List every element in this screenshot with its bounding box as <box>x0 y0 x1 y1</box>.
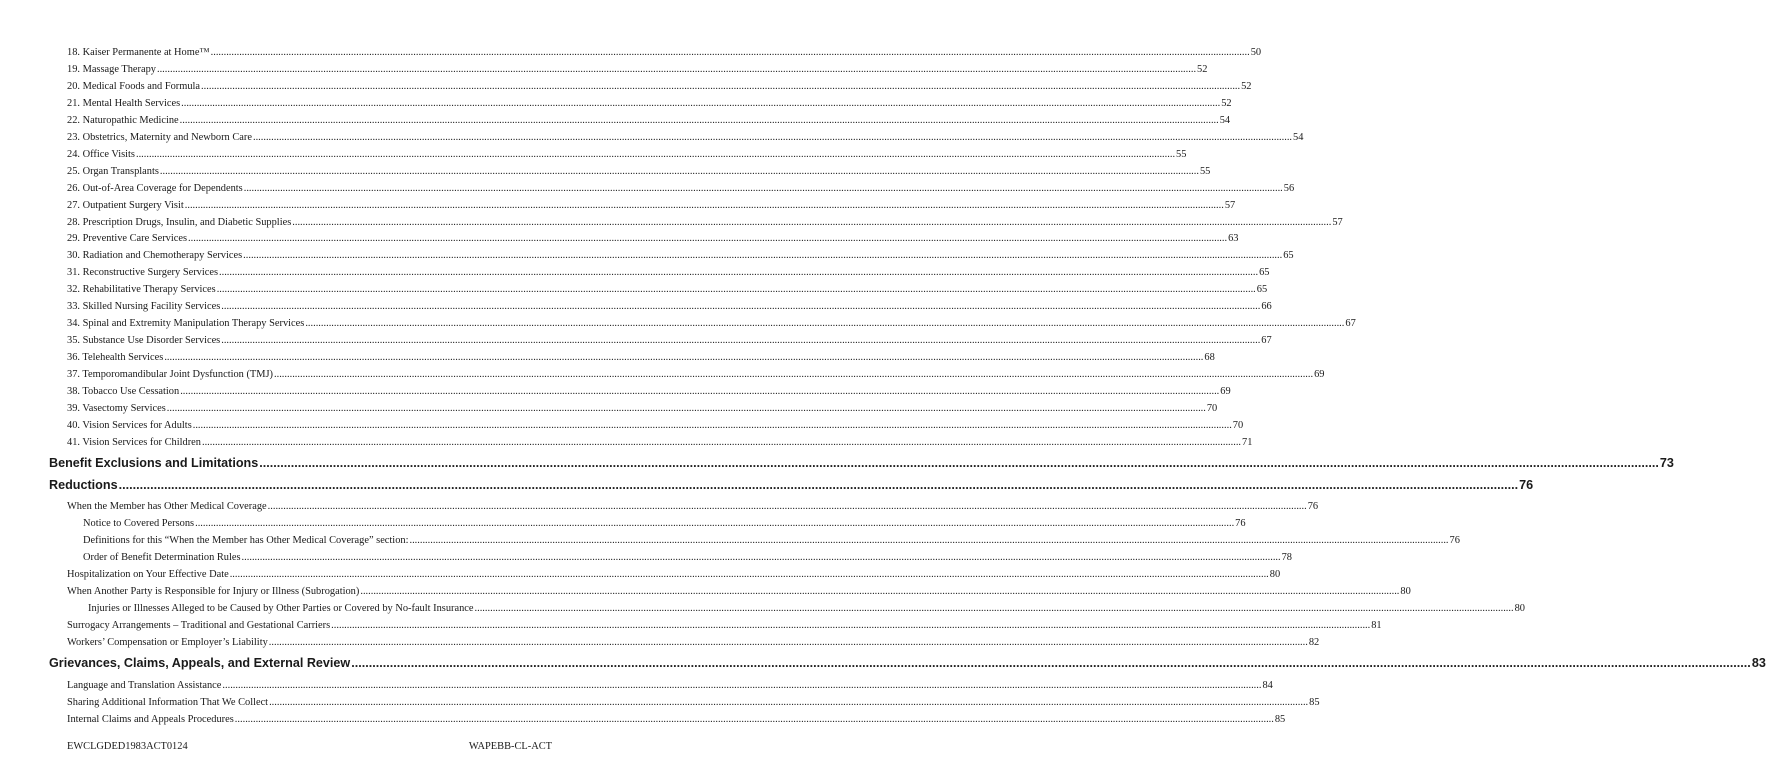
toc-entry-label: 24. Office Visits <box>67 148 135 160</box>
dot-leader: ................................................................................................................................................................................................................................................................................................................................................................................................................ <box>243 182 1283 194</box>
toc-entry-label: 21. Mental Health Services <box>67 97 181 109</box>
dot-leader: ................................................................................................................................................................................................................................................................................................................................................................................................................ <box>221 335 1261 347</box>
toc-entry[interactable] <box>67 216 1343 230</box>
toc-entry-label: 31. Reconstructive Surgery Services <box>67 267 219 279</box>
toc-entry-label: 27. Outpatient Surgery Visit <box>67 199 184 211</box>
toc-page-number: 81 <box>1371 620 1382 631</box>
toc-page-number: 80 <box>1269 569 1281 581</box>
toc-entry[interactable] <box>67 80 1252 94</box>
toc-page-number: 54 <box>1219 114 1231 126</box>
toc-page-number: 50 <box>1250 47 1262 58</box>
toc-page-number: 70 <box>1232 419 1244 431</box>
toc-entry[interactable] <box>67 636 1320 650</box>
toc-heading[interactable] <box>49 455 1674 471</box>
toc-entry-label: Injuries or Illnesses Alleged to be Caused by Other Parties or Covered by No-fault Insurance <box>88 603 474 615</box>
dot-leader: ................................................................................................................................................................................................................................................................................................................................................................................................................ <box>195 518 1235 530</box>
toc-entry-label: 23. Obstetrics, Maternity and Newborn Care <box>67 131 252 143</box>
dot-leader: ................................................................................................................................................................................................................................................................................................................................................................................................................ <box>179 114 1219 126</box>
toc-entry-label: 29. Preventive Care Services <box>67 233 188 245</box>
toc-entry[interactable] <box>67 385 1231 399</box>
toc-entry[interactable] <box>67 63 1208 77</box>
dot-leader: ................................................................................................................................................................................................................................................................................................................................................................................................................ <box>188 233 1228 245</box>
dot-leader: ................................................................................................................................................................................................................................................................................................................................................................................................................ <box>234 713 1274 725</box>
toc-page-number: 67 <box>1345 318 1356 330</box>
toc-entry[interactable] <box>67 402 1218 416</box>
toc-entry[interactable] <box>67 266 1270 280</box>
toc-entry[interactable] <box>67 696 1320 710</box>
dot-leader: ................................................................................................................................................................................................................................................................................................................................................................................................................ <box>351 656 1751 671</box>
toc-entry-label: 25. Organ Transplants <box>67 165 159 177</box>
dot-leader: ................................................................................................................................................................................................................................................................................................................................................................................................................ <box>292 216 1332 228</box>
footer-document-code: EWCLGDED1983ACT0124 <box>67 741 188 752</box>
toc-entry-label: 28. Prescription Drugs, Insulin, and Diabetic Supplies <box>67 216 292 228</box>
toc-entry-label: 32. Rehabilitative Therapy Services <box>67 284 216 296</box>
toc-page-number: 69 <box>1314 369 1325 381</box>
toc-subentry[interactable] <box>83 517 1246 531</box>
toc-entry-label: Notice to Covered Persons <box>83 518 195 530</box>
footer-form-code: WAPEBB-CL-ACT <box>468 741 552 752</box>
toc-page-number: 63 <box>1228 233 1239 245</box>
toc-subentry[interactable] <box>88 602 1525 616</box>
toc-heading[interactable] <box>49 477 1534 493</box>
toc-page-number: 52 <box>1197 63 1208 75</box>
toc-entry-label: Order of Benefit Determination Rules <box>83 552 241 564</box>
toc-entry-label: Hospitalization on Your Effective Date <box>67 569 229 581</box>
toc-entry[interactable] <box>67 165 1211 179</box>
toc-entry[interactable] <box>67 713 1286 727</box>
toc-page-number: 76 <box>1449 535 1460 547</box>
toc-entry-label: 19. Massage Therapy <box>67 63 156 75</box>
toc-entry[interactable] <box>67 334 1272 348</box>
toc-entry[interactable] <box>67 232 1239 246</box>
toc-page-number: 85 <box>1309 696 1320 708</box>
toc-entry[interactable] <box>67 419 1244 433</box>
dot-leader: ................................................................................................................................................................................................................................................................................................................................................................................................................ <box>210 47 1250 58</box>
toc-entry[interactable] <box>67 368 1325 382</box>
toc-entry[interactable] <box>67 585 1411 599</box>
toc-entry[interactable] <box>67 568 1281 582</box>
toc-page-number: 69 <box>1220 386 1231 397</box>
toc-page-number: 83 <box>1751 656 1766 671</box>
toc-entry-label: 34. Spinal and Extremity Manipulation Therapy Services <box>67 318 305 330</box>
toc-entry[interactable] <box>67 283 1268 297</box>
dot-leader: ................................................................................................................................................................................................................................................................................................................................................................................................................ <box>135 148 1176 160</box>
toc-page-number: 70 <box>1206 402 1218 414</box>
toc-subentry[interactable] <box>83 551 1292 565</box>
toc-entry-label: 20. Medical Foods and Formula <box>67 80 201 92</box>
toc-entry-label: 30. Radiation and Chemotherapy Services <box>67 250 243 262</box>
dot-leader: ................................................................................................................................................................................................................................................................................................................................................................................................................ <box>409 535 1449 547</box>
toc-entry-label: 35. Substance Use Disorder Services <box>67 335 221 347</box>
dot-leader: ................................................................................................................................................................................................................................................................................................................................................................................................................ <box>219 267 1259 279</box>
toc-entry-label: Reductions <box>49 477 118 492</box>
dot-leader: ................................................................................................................................................................................................................................................................................................................................................................................................................ <box>118 477 1519 492</box>
toc-entry-label: 39. Vasectomy Services <box>67 402 166 414</box>
toc-page-number: 80 <box>1400 586 1411 598</box>
toc-entry-label: 26. Out-of-Area Coverage for Dependents <box>67 182 243 194</box>
toc-entry-label: Workers’ Compensation or Employer’s Liability <box>67 636 268 648</box>
toc-page-number: 65 <box>1256 284 1268 296</box>
toc-page-number: 68 <box>1204 352 1215 364</box>
toc-page-number: 55 <box>1176 148 1187 160</box>
toc-entry-label: 38. Tobacco Use Cessation <box>67 386 180 397</box>
toc-entry[interactable] <box>67 317 1356 331</box>
toc-page-number: 65 <box>1283 250 1294 262</box>
toc-entry[interactable] <box>67 131 1304 145</box>
dot-leader: ................................................................................................................................................................................................................................................................................................................................................................................................................ <box>184 199 1224 211</box>
toc-page-number: 66 <box>1261 301 1272 313</box>
toc-entry[interactable] <box>67 114 1231 128</box>
toc-entry-label: Surrogacy Arrangements – Traditional and Gestational Carriers <box>67 620 331 631</box>
toc-entry[interactable] <box>67 500 1319 514</box>
dot-leader: ................................................................................................................................................................................................................................................................................................................................................................................................................ <box>156 63 1197 75</box>
toc-entry[interactable] <box>67 679 1273 693</box>
dot-leader: ................................................................................................................................................................................................................................................................................................................................................................................................................ <box>267 501 1307 513</box>
toc-entry-label: 37. Temporomandibular Joint Dysfunction (TMJ) <box>67 369 274 381</box>
toc-entry-label: When the Member has Other Medical Coverage <box>67 501 267 513</box>
toc-page-number: 76 <box>1519 477 1534 492</box>
dot-leader: ................................................................................................................................................................................................................................................................................................................................................................................................................ <box>259 456 1659 471</box>
dot-leader: ................................................................................................................................................................................................................................................................................................................................................................................................................ <box>241 552 1281 564</box>
toc-page-number: 54 <box>1293 131 1304 143</box>
dot-leader: ................................................................................................................................................................................................................................................................................................................................................................................................................ <box>268 636 1308 648</box>
toc-entry-label: Sharing Additional Information That We Collect <box>67 696 269 708</box>
dot-leader: ................................................................................................................................................................................................................................................................................................................................................................................................................ <box>164 352 1204 364</box>
dot-leader: ................................................................................................................................................................................................................................................................................................................................................................................................................ <box>180 386 1220 397</box>
toc-entry-label: Internal Claims and Appeals Procedures <box>67 713 234 725</box>
toc-entry-label: When Another Party is Responsible for Injury or Illness (Subrogation) <box>67 586 360 598</box>
toc-page-number: 52 <box>1241 80 1252 92</box>
dot-leader: ................................................................................................................................................................................................................................................................................................................................................................................................................ <box>243 250 1283 262</box>
dot-leader: ................................................................................................................................................................................................................................................................................................................................................................................................................ <box>159 165 1199 177</box>
dot-leader: ................................................................................................................................................................................................................................................................................................................................................................................................................ <box>201 436 1242 448</box>
toc-page-number: 71 <box>1242 436 1253 448</box>
dot-leader: ................................................................................................................................................................................................................................................................................................................................................................................................................ <box>229 569 1269 581</box>
toc-page-number: 67 <box>1261 335 1272 347</box>
dot-leader: ................................................................................................................................................................................................................................................................................................................................................................................................................ <box>222 679 1262 691</box>
toc-page-number: 85 <box>1274 713 1286 725</box>
toc-entry[interactable] <box>67 619 1382 633</box>
dot-leader: ................................................................................................................................................................................................................................................................................................................................................................................................................ <box>474 603 1514 615</box>
dot-leader: ................................................................................................................................................................................................................................................................................................................................................................................................................ <box>331 620 1371 631</box>
toc-page-number: 73 <box>1659 456 1674 471</box>
toc-page-number: 56 <box>1283 182 1295 194</box>
toc-page-number: 78 <box>1281 552 1292 564</box>
toc-entry-label: 40. Vision Services for Adults <box>67 419 192 431</box>
dot-leader: ................................................................................................................................................................................................................................................................................................................................................................................................................ <box>221 301 1261 313</box>
toc-subentry[interactable] <box>83 534 1460 548</box>
dot-leader: ................................................................................................................................................................................................................................................................................................................................................................................................................ <box>360 586 1400 598</box>
dot-leader: ................................................................................................................................................................................................................................................................................................................................................................................................................ <box>166 402 1206 414</box>
toc-heading[interactable] <box>49 655 1766 671</box>
toc-entry[interactable] <box>67 46 1262 60</box>
toc-entry[interactable] <box>67 351 1215 365</box>
toc-entry-label: 22. Naturopathic Medicine <box>67 114 179 126</box>
toc-page-number: 76 <box>1235 518 1246 530</box>
toc-entry[interactable] <box>67 300 1272 314</box>
toc-entry-label: Definitions for this “When the Member has Other Medical Coverage” section: <box>83 535 409 547</box>
toc-entry-label: Language and Translation Assistance <box>67 679 222 691</box>
toc-entry-label: 41. Vision Services for Children <box>67 436 201 448</box>
toc-entry-label: 36. Telehealth Services <box>67 352 164 364</box>
toc-entry-label: 18. Kaiser Permanente at Home™ <box>67 47 210 58</box>
dot-leader: ................................................................................................................................................................................................................................................................................................................................................................................................................ <box>216 284 1256 296</box>
toc-entry[interactable] <box>67 249 1294 263</box>
toc-page-number: 65 <box>1259 267 1270 279</box>
dot-leader: ................................................................................................................................................................................................................................................................................................................................................................................................................ <box>269 696 1309 708</box>
toc-entry[interactable] <box>67 97 1232 111</box>
dot-leader: ................................................................................................................................................................................................................................................................................................................................................................................................................ <box>192 419 1232 431</box>
toc-page-number: 82 <box>1308 636 1320 648</box>
toc-entry-label: Grievances, Claims, Appeals, and External Review <box>49 656 351 671</box>
toc-entry[interactable] <box>67 436 1253 450</box>
dot-leader: ................................................................................................................................................................................................................................................................................................................................................................................................................ <box>252 131 1293 143</box>
toc-page-number: 80 <box>1514 603 1525 615</box>
dot-leader: ................................................................................................................................................................................................................................................................................................................................................................................................................ <box>201 80 1241 92</box>
toc-entry[interactable] <box>67 182 1295 196</box>
toc-entry[interactable] <box>67 148 1187 162</box>
toc-page-number: 76 <box>1307 501 1319 513</box>
dot-leader: ................................................................................................................................................................................................................................................................................................................................................................................................................ <box>305 318 1345 330</box>
toc-page-number: 84 <box>1262 679 1273 691</box>
toc-entry[interactable] <box>67 199 1236 213</box>
toc-page-number: 55 <box>1199 165 1211 177</box>
dot-leader: ................................................................................................................................................................................................................................................................................................................................................................................................................ <box>181 97 1221 109</box>
dot-leader: ................................................................................................................................................................................................................................................................................................................................................................................................................ <box>274 369 1314 381</box>
toc-entry-label: 33. Skilled Nursing Facility Services <box>67 301 221 313</box>
toc-page-number: 57 <box>1224 199 1236 211</box>
toc-entry-label: Benefit Exclusions and Limitations <box>49 456 259 471</box>
toc-page-number: 57 <box>1332 216 1343 228</box>
toc-page-number: 52 <box>1221 97 1232 109</box>
